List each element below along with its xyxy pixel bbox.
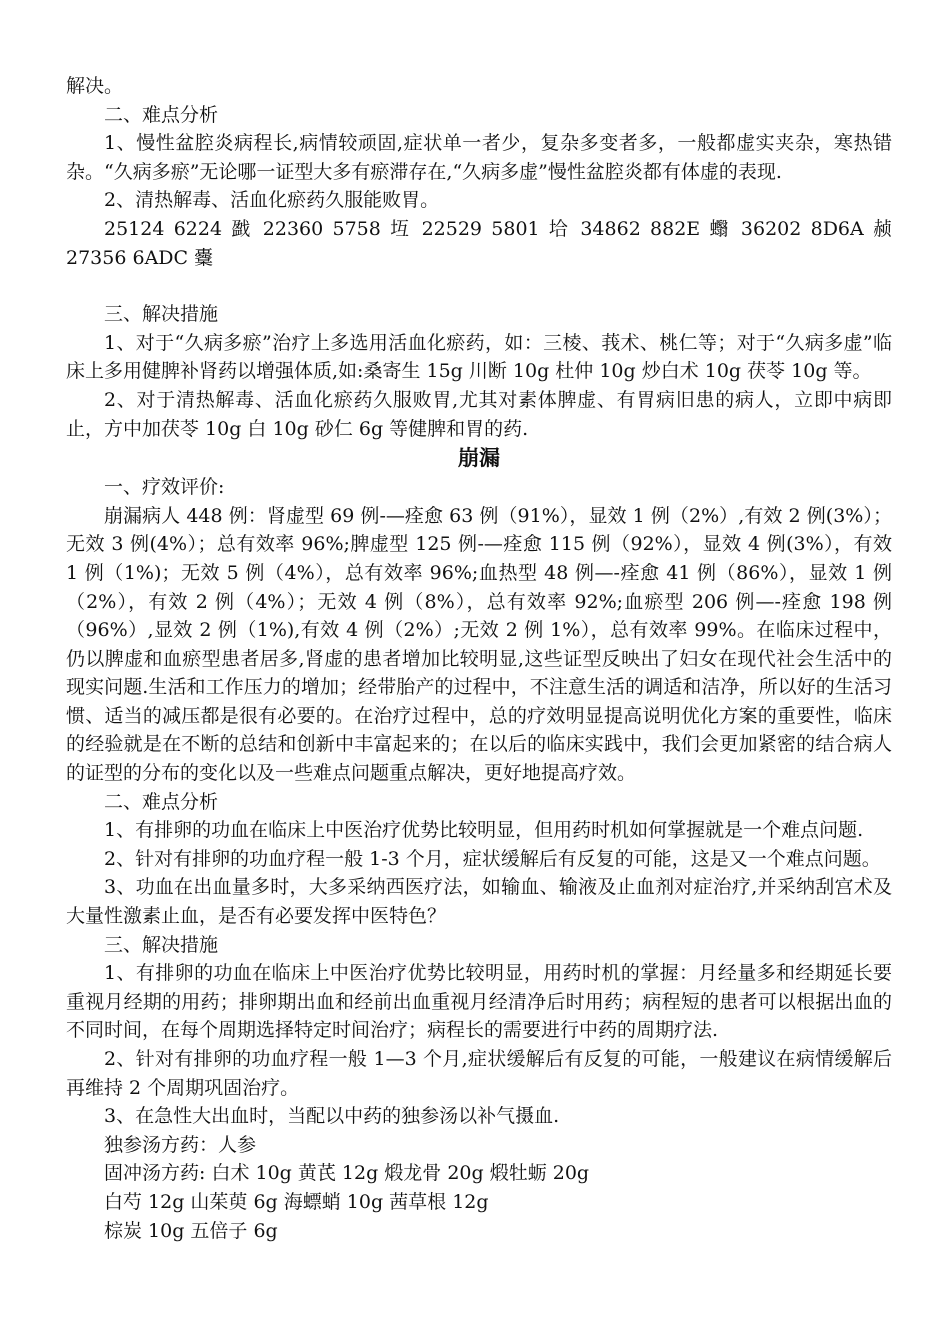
solution-item: 2、针对有排卵的功血疗程一般 1—3 个月,症状缓解后有反复的可能，一般建议在病情缓解后再维持 2 个周期巩固治疗。 <box>66 1048 892 1099</box>
solution-item: 3、在急性大出血时，当配以中药的独参汤以补气摄血. <box>104 1105 560 1128</box>
difficulty-item: 1、慢性盆腔炎病程长,病情较顽固,症状单一者少，复杂多变者多，一般都虚实夹杂，寒热错杂。“久病多瘀”无论哪一证型大多有瘀滞存在,“久病多虚”慢性盆腔炎都有体虚的表现. <box>66 132 892 183</box>
difficulty-heading: 二、难点分析 <box>104 790 219 813</box>
prescription-line: 棕炭 10g 五倍子 6g <box>104 1219 278 1242</box>
solution-heading: 三、解决措施 <box>104 933 219 956</box>
difficulty-item: 2、清热解毒、活血化瘀药久服能败胃。 <box>104 189 440 212</box>
difficulty-item: 3、功血在出血量多时，大多采纳西医疗法，如输血、输液及止血剂对症治疗,并采纳刮宫术及大量性激素止血，是否有必要发挥中医特色？ <box>66 876 892 928</box>
solution-item: 2、对于清热解毒、活血化瘀药久服败胃,尤其对素体脾虚、有胃病旧患的病人，立即中病即止，方中加茯苓 10g 白 10g 砂仁 6g 等健脾和胃的药. <box>66 388 892 440</box>
prescription-line: 独参汤方药：人参 <box>104 1133 257 1156</box>
code-line: 25124 6224 戤 22360 5758 坘 22529 5801 垥 34862 882E 蠮 36202 8D6A 赪 27356 6ADC 櫜 <box>66 217 892 269</box>
difficulty-item: 1、有排卵的功血在临床上中医治疗优势比较明显，但用药时机如何掌握就是一个难点问题. <box>104 819 864 842</box>
section-title: 崩漏 <box>458 446 500 471</box>
efficacy-text: 崩漏病人 448 例：肾虚型 69 例-—痊愈 63 例（91%），显效 1 例（2%）,有效 2 例(3%）；无效 3 例(4%）；总有效率 96%;脾虚型 125 例-—痊愈 115 例（92%），显效 4 例(3%），有效 1 例（1%)；无效 5 例（4%），总有效率 96%;血热型 48 例—-痊愈 41 例（86%），显效 1 例（2%），有效 2 例（4%）；无效 4 例（8%），总有效率 92%;血瘀型 206 例—-痊愈 198 例（96%）,显效 2 例（1%),有效 4 例（2%）;无效 2 例 1%），总有效率 99%。在临床过程中，仍以脾虚和血瘀型患者居多,肾虚的患者增加比较明显,这些证型反映出了妇女在现代社会生活中的现实问题.生活和工作压力的增加；经带胎产的过程中，不注意生活的调适和洁净，所以好的生活习惯、适当的减压都是很有必要的。在治疗过程中，总的疗效明显提高说明优化方案的重要性，临床的经验就是在不断的总结和创新中丰富起来的；在以后的临床实践中，我们会更加紧密的结合病人的证型的分布的变化以及一些难点问题重点解决，更好地提高疗效。 <box>66 504 892 785</box>
solution-item: 1、有排卵的功血在临床上中医治疗优势比较明显，用药时机的掌握：月经量多和经期延长要重视月经期的用药；排卵期出血和经前出血重视月经清净后时用药；病程短的患者可以根据出血的不同时间，在每个周期选择特定时间治疗；病程长的需要进行中药的周期疗法. <box>66 962 892 1042</box>
solution-heading: 三、解决措施 <box>104 303 219 326</box>
prescription-line: 固冲汤方药: 白术 10g 黄芪 12g 煅龙骨 20g 煅牡蛎 20g <box>104 1162 590 1185</box>
intro-tail: 解决。 <box>66 75 124 97</box>
blank-line <box>66 272 892 300</box>
difficulty-heading: 二、难点分析 <box>104 103 219 126</box>
prescription-line: 白芍 12g 山茱萸 6g 海螵蛸 10g 茜草根 12g <box>104 1190 489 1213</box>
solution-item: 1、对于“久病多瘀”治疗上多选用活血化瘀药，如：三棱、莪术、桃仁等；对于“久病多虚”临床上多用健脾补肾药以增强体质,如:桑寄生 15g 川断 10g 杜仲 10g 炒白术 10g 茯苓 10g 等。 <box>66 331 892 383</box>
efficacy-heading: 一、疗效评价: <box>104 476 225 499</box>
difficulty-item: 2、针对有排卵的功血疗程一般 1-3 个月，症状缓解后有反复的可能，这是又一个难点问题。 <box>104 847 881 870</box>
